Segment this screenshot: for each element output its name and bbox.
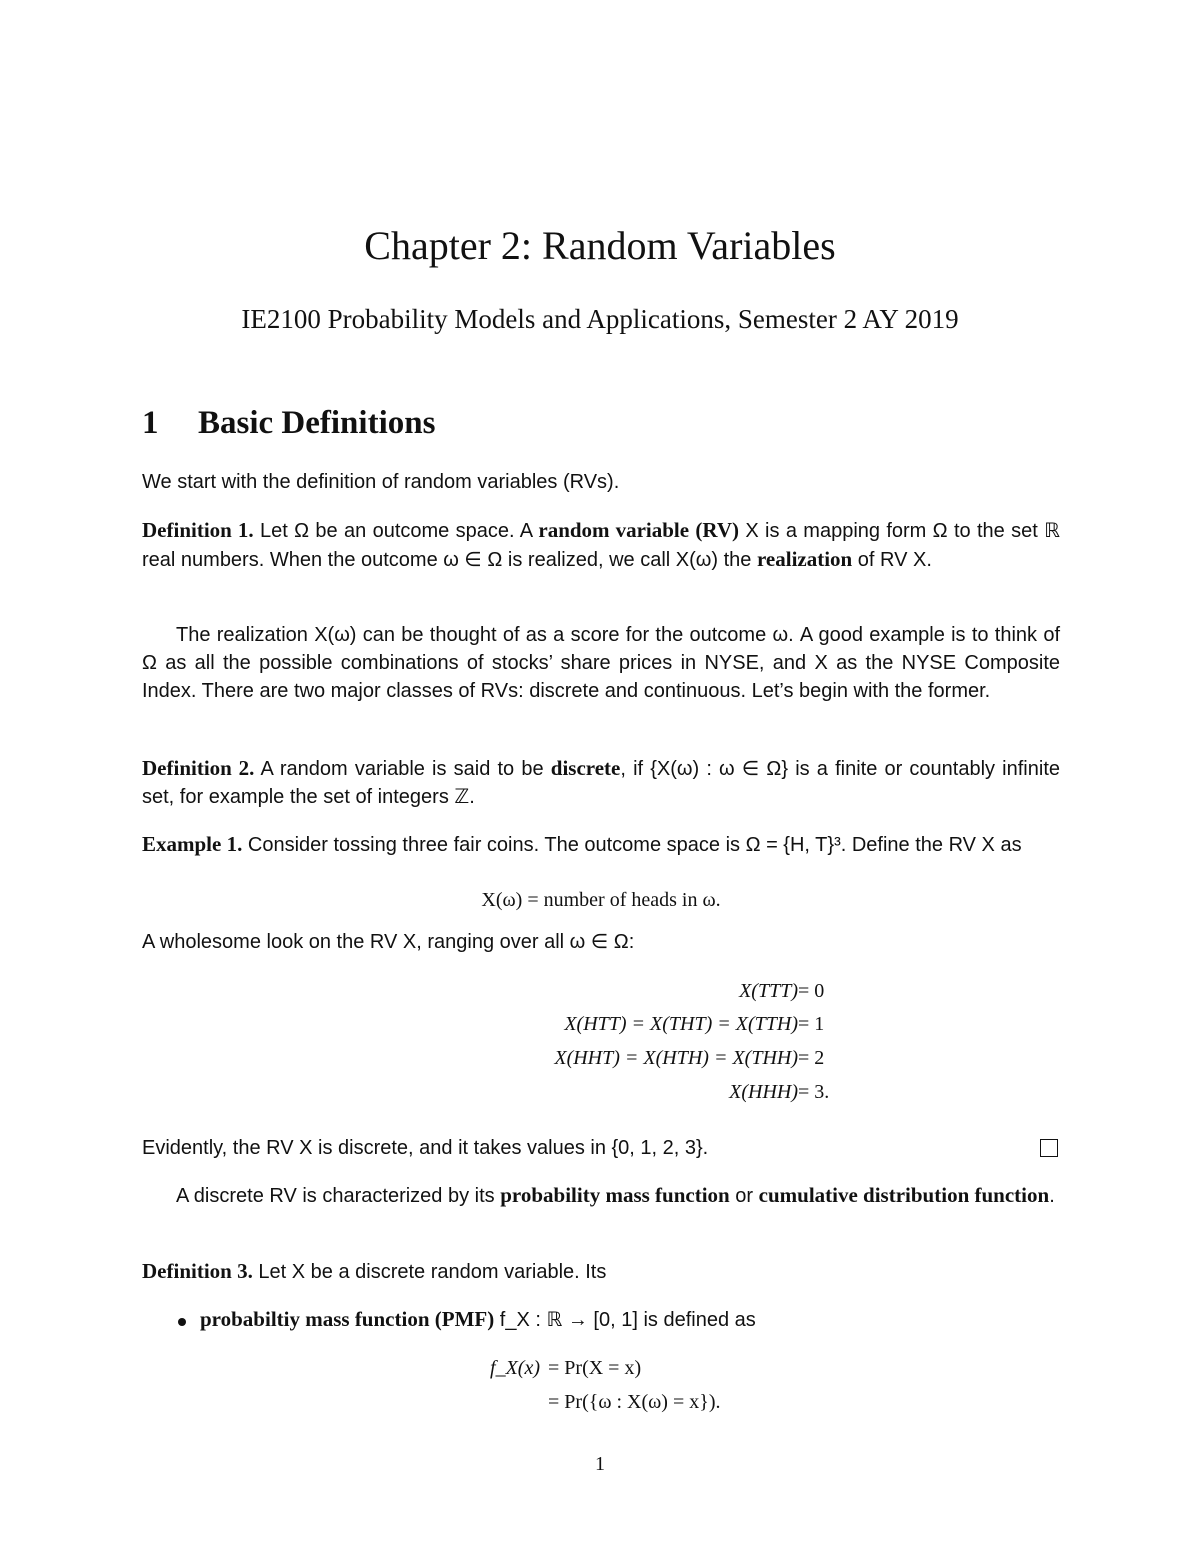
definition-1-text-a: Let Ω be an outcome space. A (259, 520, 533, 542)
qed-square-icon (1040, 1139, 1058, 1157)
equation-lhs: X(HTT) = X(THT) = X(TTH) (564, 1013, 798, 1035)
definition-1-text-b: X is a mapping form Ω to the set ℝ real numbers. When the outcome ω ∈ Ω is realized, we call X(ω) the (142, 520, 1060, 571)
definition-2-text-a: A random variable is said to be (260, 758, 544, 780)
page-number: 1 (595, 1453, 605, 1475)
pmf-cdf-paragraph (142, 1181, 1060, 1210)
page-title: Chapter 2: Random Variables (364, 223, 836, 268)
definition-1-label: Definition 1. (142, 518, 254, 542)
example-1-text: Consider tossing three fair coins. The outcome space is Ω = {H, T}³. Define the RV X as (247, 834, 1022, 856)
intro-paragraph: We start with the definition of random variables (RVs). (142, 471, 620, 493)
pmf-cdf-text-a: A discrete RV is characterized by its (176, 1185, 495, 1207)
definition-1-text-c: of RV X. (857, 549, 932, 571)
example-1 (142, 830, 1060, 859)
page-subtitle: IE2100 Probability Models and Applications, Semester 2 AY 2019 (241, 304, 959, 334)
pmf-equation-lhs: f_X(x) (490, 1357, 540, 1379)
pmf-bullet-text: f_X : ℝ → [0, 1] is defined as (499, 1309, 756, 1331)
pmf-cdf-text-b: or (735, 1185, 754, 1207)
definition-3 (142, 1257, 1060, 1286)
section-heading (142, 405, 435, 442)
pmf-term: probability mass function (500, 1183, 730, 1207)
pmf-bullet-item (200, 1305, 1060, 1334)
definition-3-label: Definition 3. (142, 1259, 253, 1283)
definition-1-term: random variable (538, 518, 690, 542)
definition-2-term: discrete (550, 756, 621, 780)
example-1-lead: A wholesome look on the RV X, ranging over all ω ∈ Ω: (142, 931, 635, 953)
definition-2 (142, 754, 1060, 811)
bullet-icon (178, 1318, 186, 1326)
section-title: Basic Definitions (198, 405, 436, 441)
equation-rhs: = 2 (798, 1047, 825, 1069)
equation-lhs: X(TTT) (739, 980, 798, 1002)
equation-lhs: X(HHT) = X(HTH) = X(THH) (554, 1047, 798, 1069)
definition-1-abbr: (RV) (695, 518, 740, 542)
realization-paragraph: The realization X(ω) can be thought of as a score for the outcome ω. A good example is to think of Ω as all the possible combinations of stocks’ share prices in NYSE, and X as the NYSE Composite Index. There are two major classes of RVs: discrete and continuous. Let’s begin with the former. (142, 624, 1060, 702)
equation-rhs: = 3. (798, 1081, 830, 1103)
section-number: 1 (142, 405, 159, 441)
definition-1-realization: realization (756, 547, 853, 571)
pmf-equation-rhs-2: = Pr({ω : X(ω) = x}). (548, 1391, 721, 1413)
definition-1 (142, 516, 1060, 574)
equation-rhs: = 1 (798, 1013, 825, 1035)
pmf-equation-rhs-1: = Pr(X = x) (548, 1357, 642, 1379)
equation-lhs: X(HHH) (729, 1081, 798, 1103)
equation-rhs: = 0 (798, 980, 825, 1002)
example-1-equation: X(ω) = number of heads in ω. (481, 889, 721, 911)
example-1-label: Example 1. (142, 832, 243, 856)
pmf-cdf-text-c: . (1049, 1185, 1055, 1207)
definition-2-label: Definition 2. (142, 756, 255, 780)
definition-2-text-b: , if {X(ω) : ω ∈ Ω} is a finite or countably infinite set, for example the set of integers ℤ. (142, 758, 1060, 808)
example-1-conclusion: Evidently, the RV X is discrete, and it takes values in {0, 1, 2, 3}. (142, 1137, 709, 1159)
pmf-bullet-term: probabiltiy mass function (PMF) (200, 1307, 495, 1331)
cdf-term: cumulative distribution function (758, 1183, 1050, 1207)
definition-3-text: Let X be a discrete random variable. Its (258, 1261, 607, 1283)
